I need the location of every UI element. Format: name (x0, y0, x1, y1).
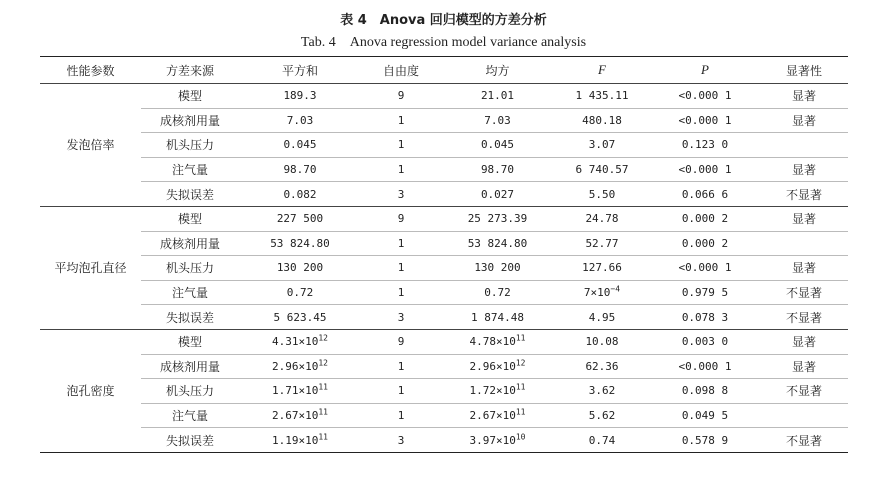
cell-sig: 显著 (760, 206, 848, 231)
cell-df: 1 (361, 280, 441, 305)
cell-f-exponent: −4 (610, 284, 621, 294)
cell-ms: 0.027 (441, 182, 554, 207)
table-row (40, 305, 848, 330)
cell-source: 机头压力 (141, 256, 239, 281)
cell-sig: 显著 (760, 84, 848, 109)
cell-df: 1 (361, 256, 441, 281)
cell-ms-base: 2.96×10 (469, 359, 516, 373)
cell-df: 3 (361, 182, 441, 207)
cell-sig: 显著 (760, 157, 848, 182)
cell-ss: 7.03 (239, 108, 361, 133)
cell-sig: 显著 (760, 354, 848, 379)
cell-p: <0.000 1 (650, 157, 760, 182)
cell-ms (441, 403, 554, 428)
cell-source: 机头压力 (141, 379, 239, 404)
header-sig: 显著性 (760, 57, 848, 84)
cell-ms: 98.70 (441, 157, 554, 182)
cell-ss: 130 200 (239, 256, 361, 281)
cell-ms: 0.72 (441, 280, 554, 305)
cell-ss-base: 1.19×10 (272, 433, 319, 447)
cell-ss: 53 824.80 (239, 231, 361, 256)
cell-df: 1 (361, 379, 441, 404)
table-title-cn: 表 4 Anova 回归模型的方差分析 (340, 13, 547, 28)
cell-p: <0.000 1 (650, 256, 760, 281)
cell-df: 9 (361, 329, 441, 354)
cell-p: 0.078 3 (650, 305, 760, 330)
cell-f: 1 435.11 (554, 84, 650, 109)
header-param: 性能参数 (40, 57, 141, 84)
cell-df: 3 (361, 305, 441, 330)
cell-ms-exponent: 11 (515, 382, 526, 392)
cell-ss (239, 354, 361, 379)
cell-p: 0.066 6 (650, 182, 760, 207)
cell-source: 成核剂用量 (141, 354, 239, 379)
header-source: 方差来源 (141, 57, 239, 84)
table-row (40, 354, 848, 379)
cell-p: 0.123 0 (650, 133, 760, 158)
header-ms: 均方 (441, 57, 554, 84)
cell-ss: 0.082 (239, 182, 361, 207)
cell-f: 5.62 (554, 403, 650, 428)
cell-f: 480.18 (554, 108, 650, 133)
cell-ss-base: 2.67×10 (272, 409, 319, 423)
cell-f (554, 280, 650, 305)
cell-df: 1 (361, 403, 441, 428)
table-row (40, 403, 848, 428)
cell-ms (441, 329, 554, 354)
table-row (40, 157, 848, 182)
cell-sig: 不显著 (760, 428, 848, 453)
cell-ms: 7.03 (441, 108, 554, 133)
cell-ms-base: 3.97×10 (469, 433, 516, 447)
cell-df: 1 (361, 354, 441, 379)
table-row (40, 133, 848, 158)
cell-p: 0.098 8 (650, 379, 760, 404)
cell-ms: 0.045 (441, 133, 554, 158)
cell-ms (441, 354, 554, 379)
cell-p: <0.000 1 (650, 354, 760, 379)
cell-sig (760, 133, 848, 158)
cell-ms (441, 428, 554, 453)
cell-f: 52.77 (554, 231, 650, 256)
cell-source: 机头压力 (141, 133, 239, 158)
cell-df: 1 (361, 108, 441, 133)
cell-ms: 130 200 (441, 256, 554, 281)
cell-ms-exponent: 10 (515, 431, 526, 441)
cell-ss-base: 4.31×10 (272, 335, 319, 349)
cell-source: 注气量 (141, 403, 239, 428)
cell-f: 6 740.57 (554, 157, 650, 182)
table-title-en: Tab. 4 Anova regression model variance analysis (300, 35, 587, 50)
group-param: 平均泡孔直径 (40, 206, 141, 329)
cell-sig (760, 403, 848, 428)
cell-ms-exponent: 12 (515, 358, 526, 368)
cell-ss-exponent: 12 (318, 333, 328, 343)
cell-ss: 0.72 (239, 280, 361, 305)
cell-source: 模型 (141, 206, 239, 231)
table-row (40, 280, 848, 305)
cell-source: 失拟误差 (141, 182, 239, 207)
cell-df: 1 (361, 157, 441, 182)
cell-ss-exponent: 12 (318, 358, 328, 368)
cell-p: 0.003 0 (650, 329, 760, 354)
table-row (40, 329, 848, 354)
header-p: P (650, 57, 760, 84)
cell-source: 成核剂用量 (141, 231, 239, 256)
cell-ss: 0.045 (239, 133, 361, 158)
header-ss: 平方和 (239, 57, 361, 84)
cell-ss (239, 403, 361, 428)
cell-f: 0.74 (554, 428, 650, 453)
header-df: 自由度 (361, 57, 441, 84)
cell-df: 9 (361, 84, 441, 109)
cell-f: 3.07 (554, 133, 650, 158)
cell-sig (760, 231, 848, 256)
cell-ss-base: 2.96×10 (272, 359, 319, 373)
table-row (40, 84, 848, 109)
cell-p: <0.000 1 (650, 108, 760, 133)
table-row (40, 256, 848, 281)
table-row (40, 428, 848, 453)
cell-sig: 显著 (760, 108, 848, 133)
cell-sig: 不显著 (760, 182, 848, 207)
cell-f: 5.50 (554, 182, 650, 207)
cell-f: 4.95 (554, 305, 650, 330)
cell-source: 成核剂用量 (141, 108, 239, 133)
cell-p: 0.000 2 (650, 206, 760, 231)
cell-sig: 不显著 (760, 305, 848, 330)
group-param: 发泡倍率 (40, 84, 141, 207)
cell-ss (239, 329, 361, 354)
table-row (40, 231, 848, 256)
cell-df: 1 (361, 133, 441, 158)
cell-ss: 189.3 (239, 84, 361, 109)
cell-ms-base: 1.72×10 (469, 384, 516, 398)
cell-ss: 5 623.45 (239, 305, 361, 330)
cell-ms: 53 824.80 (441, 231, 554, 256)
table-row (40, 108, 848, 133)
cell-df: 1 (361, 231, 441, 256)
cell-p: 0.979 5 (650, 280, 760, 305)
anova-table (40, 56, 848, 453)
cell-sig: 显著 (760, 256, 848, 281)
cell-ss: 98.70 (239, 157, 361, 182)
cell-sig: 显著 (760, 329, 848, 354)
cell-f: 62.36 (554, 354, 650, 379)
group-param: 泡孔密度 (40, 329, 141, 452)
cell-ms-base: 4.78×10 (469, 335, 516, 349)
cell-ss (239, 428, 361, 453)
cell-ms-exponent: 11 (515, 333, 526, 343)
cell-ss-exponent: 11 (318, 382, 328, 392)
cell-source: 失拟误差 (141, 428, 239, 453)
cell-source: 注气量 (141, 280, 239, 305)
cell-ms: 25 273.39 (441, 206, 554, 231)
table-row (40, 206, 848, 231)
cell-ms-base: 2.67×10 (469, 409, 516, 423)
cell-sig: 不显著 (760, 280, 848, 305)
cell-p: <0.000 1 (650, 84, 760, 109)
table-row (40, 182, 848, 207)
cell-f: 3.62 (554, 379, 650, 404)
cell-ss-exponent: 11 (318, 431, 328, 441)
cell-source: 模型 (141, 84, 239, 109)
cell-sig: 不显著 (760, 379, 848, 404)
cell-f: 127.66 (554, 256, 650, 281)
cell-ss: 227 500 (239, 206, 361, 231)
header-row (40, 57, 848, 84)
cell-p: 0.000 2 (650, 231, 760, 256)
table-row (40, 379, 848, 404)
cell-df: 9 (361, 206, 441, 231)
cell-source: 注气量 (141, 157, 239, 182)
cell-p: 0.049 5 (650, 403, 760, 428)
header-f: F (554, 57, 650, 84)
cell-f-base: 7×10 (583, 286, 611, 300)
cell-ms-exponent: 11 (515, 407, 526, 417)
cell-source: 失拟误差 (141, 305, 239, 330)
cell-ms: 21.01 (441, 84, 554, 109)
cell-f: 10.08 (554, 329, 650, 354)
cell-ss-exponent: 11 (318, 407, 328, 417)
cell-f: 24.78 (554, 206, 650, 231)
cell-source: 模型 (141, 329, 239, 354)
cell-ss (239, 379, 361, 404)
cell-ms: 1 874.48 (441, 305, 554, 330)
cell-p: 0.578 9 (650, 428, 760, 453)
cell-ss-base: 1.71×10 (272, 384, 319, 398)
cell-df: 3 (361, 428, 441, 453)
cell-ms (441, 379, 554, 404)
